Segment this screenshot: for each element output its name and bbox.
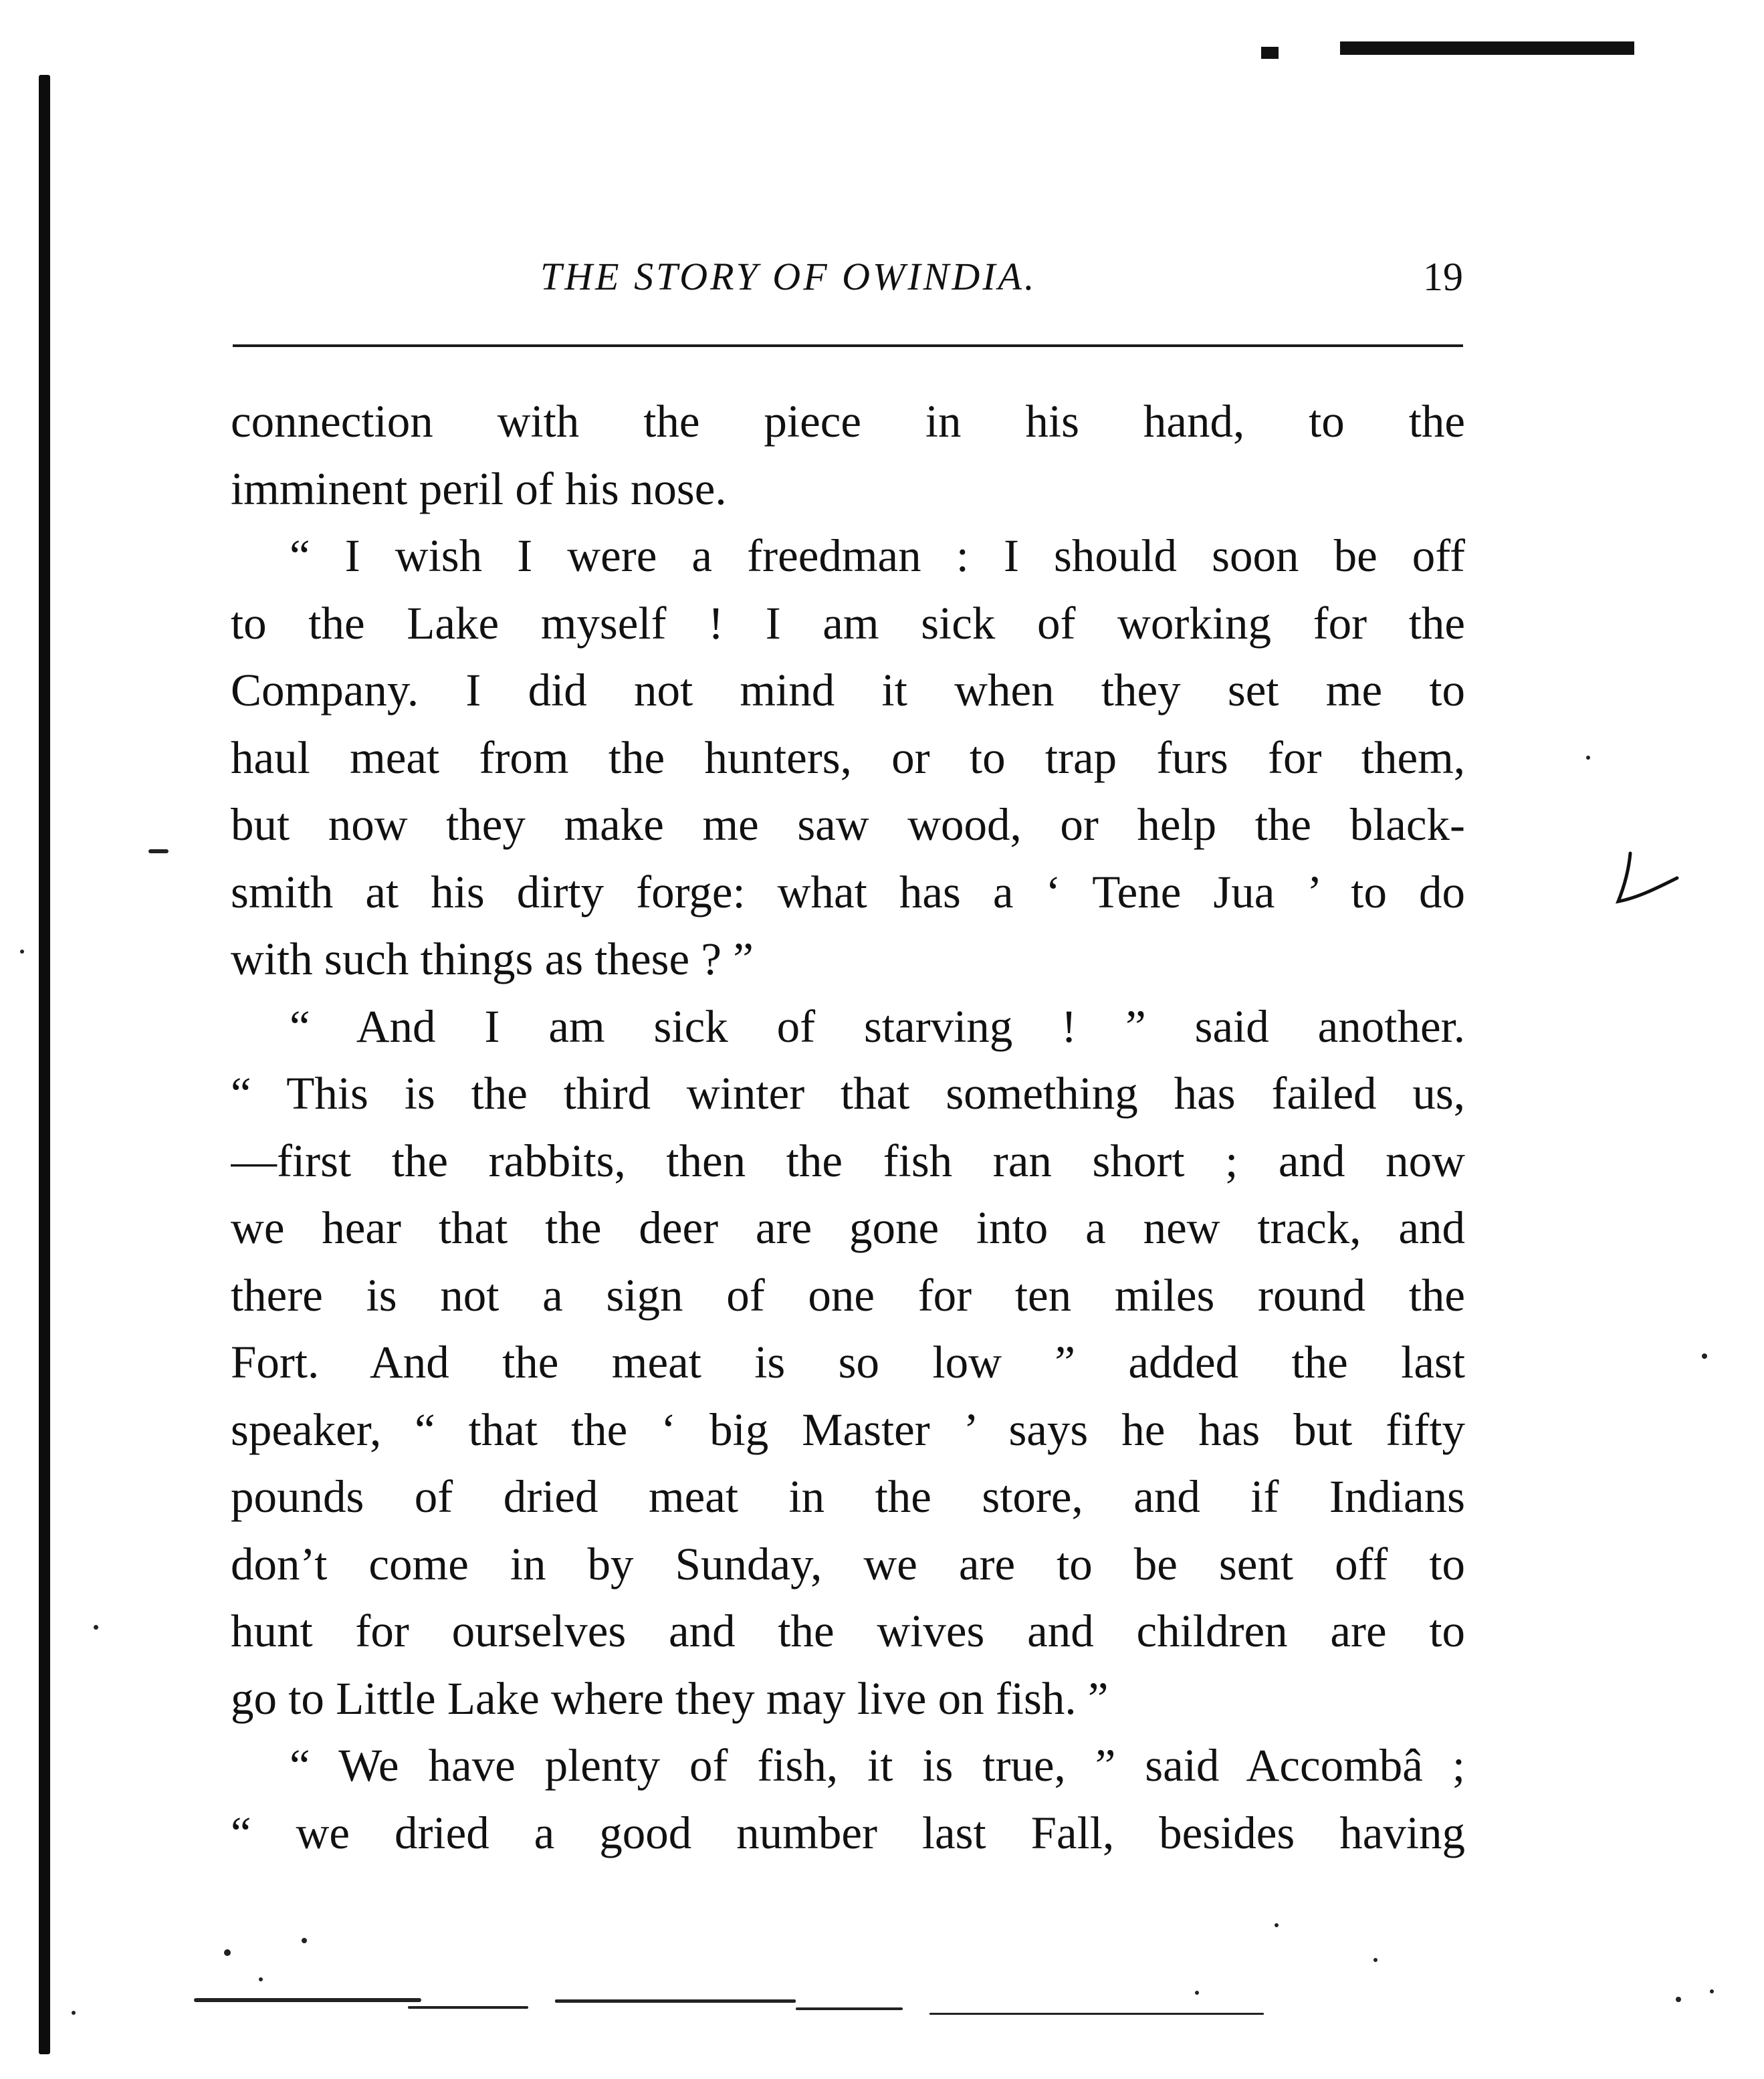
text-line: “ We have plenty of fish, it is true, ” said Accombâ ; [290, 1740, 1465, 1791]
text-line: speaker, “ that the ‘ big Master ’ says he has but fifty [231, 1404, 1465, 1455]
corner-scan-bar [1340, 41, 1634, 55]
running-title: THE STORY OF OWINDIA. [540, 255, 1037, 298]
page-number: 19 [1423, 255, 1463, 299]
text-line: pounds of dried meat in the store, and if Indians [231, 1471, 1465, 1522]
text-line: Fort. And the meat is so low ” added the last [231, 1337, 1465, 1388]
running-head [233, 254, 1463, 308]
header-rule [233, 344, 1463, 347]
text-line: there is not a sign of one for ten miles round the [231, 1269, 1465, 1321]
text-line: connection with the piece in his hand, to the [231, 396, 1465, 447]
margin-check-mark [1610, 848, 1684, 915]
corner-scan-mark [1261, 47, 1279, 59]
body-text [231, 388, 1465, 1866]
text-line: to the Lake myself ! I am sick of working for the [231, 597, 1465, 649]
text-line: —first the rabbits, then the fish ran short ; and now [231, 1135, 1465, 1186]
binding-edge-shadow [39, 75, 50, 2054]
text-line: but now they make me saw wood, or help the black- [231, 799, 1465, 850]
scan-speck [94, 1625, 98, 1630]
bottom-scan-noise [60, 1912, 1732, 2033]
scan-speck [1586, 756, 1590, 760]
scan-speck [20, 950, 24, 954]
text-line: don’t come in by Sunday, we are to be sent off to [231, 1538, 1465, 1590]
text-line: go to Little Lake where they may live on fish. ” [231, 1672, 1109, 1724]
text-line: imminent peril of his nose. [231, 463, 727, 514]
text-line: “ And I am sick of starving ! ” said another. [290, 1000, 1465, 1052]
text-line: “ This is the third winter that something has failed us, [231, 1068, 1465, 1119]
text-line: smith at his dirty forge: what has a ‘ Tene Jua ’ to do [231, 866, 1465, 917]
text-line: we hear that the deer are gone into a new track, and [231, 1202, 1465, 1253]
text-line: with such things as these ? ” [231, 934, 754, 984]
scan-speck [148, 849, 169, 853]
text-line: “ I wish I were a freedman : I should soon be off [290, 530, 1465, 581]
text-line: “ we dried a good number last Fall, besides having [231, 1807, 1465, 1858]
text-line: Company. I did not mind it when they set me to [231, 665, 1465, 716]
text-line: haul meat from the hunters, or to trap furs for them, [231, 732, 1465, 783]
text-line: hunt for ourselves and the wives and children are to [231, 1606, 1465, 1656]
scan-speck [1702, 1353, 1707, 1359]
